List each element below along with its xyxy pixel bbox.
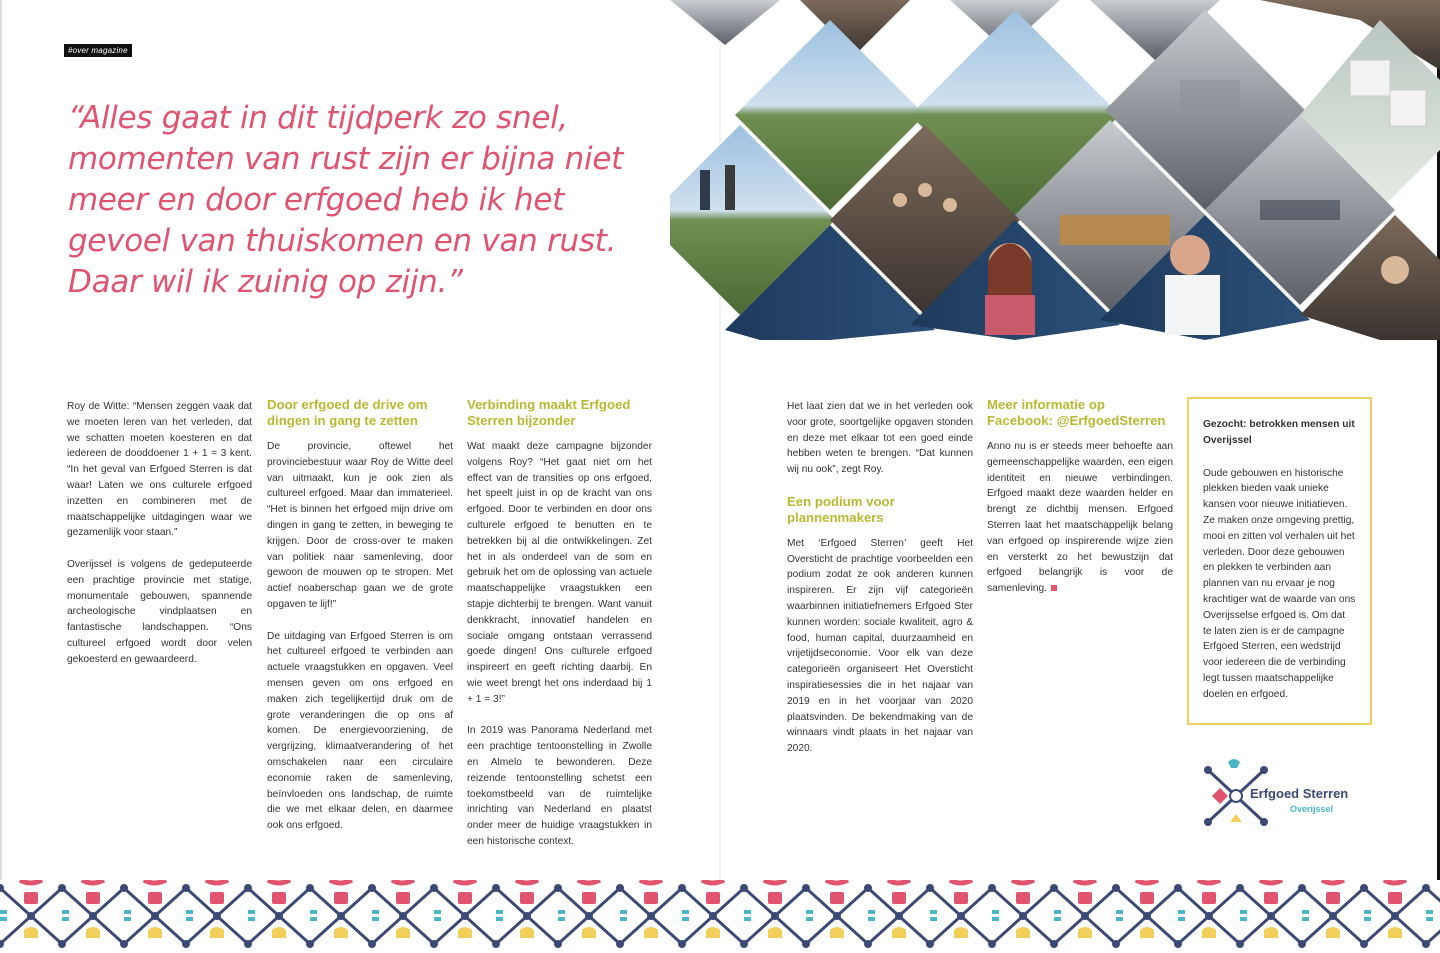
body-paragraph: Roy de Witte: “Mensen zeggen vaak dat we moeten leren van het verleden, dat we schatten moeten koesteren en dat iedereen de dooddoener 1 + 1 = 3 kent. “In het geval van Erfgoed Sterren is dat waar! Laten we ons culturele erfgoed inzetten en combineren met de maatschappelijke uitdagingen waar we gezamenlijk voor staan.” [67,401,252,539]
info-box [1187,397,1372,725]
logo-cross-icon [1200,756,1370,836]
section-heading: Verbinding maakt Erfgoed Sterren bijzonder [467,397,631,428]
article-column-4 [787,399,973,773]
body-paragraph: Wat maakt deze campagne bijzonder volgens Roy? “Het gaat niet om het effect van de transities op ons erfgoed, het speelt juist in op de kracht van ons erfgoed. Door te verbinden en door ons culturele erfgoed te benutten en te betrekken bij al die ontwikkelingen. Zet het in als onderdeel van de som en gebruik het om de oplossing van actuele maatschappelijke vraagstukken een stapje dichterbij te brengen. Want vanuit denkkracht, innovatief handelen en sociale omgang ontstaan verrassend goede dingen! Ons culturele erfgoed inspireert en geeft richting daarbij. En wie weet brengt het ons inderdaad bij 1 + 1 = 3!” [467,441,652,705]
body-paragraph: In 2019 was Panorama Nederland met een prachtige tentoonstelling in Zwolle en Almelo te bewonderen. Deze reizende tentoonstelling schetst een toekomstbeeld van de ruimtelijke inrichting van Nederland en plaatst onder meer de huidige vraagstukken in een historische context. [467,725,652,847]
page-edge [0,0,2,953]
info-box-text: Oude gebouwen en historische plekken bieden vaak unieke kansen voor nieuwe initiatieven. Ze maken onze omgeving prettig, mooi en zitten vol verhalen uit het verleden. Door deze gebouwen en plekken te verbinden aan plannen van nu ervaar je nog krachtiger wat de waarde van ons Overijsselse erfgoed is. Om dat te laten zien is er de campagne Erfgoed Sterren, een wedstrijd voor iedereen die de verbinding legt tussen maatschappelijke doelen en erfgoed. [1203,467,1356,700]
body-paragraph: De uitdaging van Erfgoed Sterren is om het cultureel erfgoed te verbinden aan actuele vraagstukken en opgaven. Veel mensen geven om ons erfgoed en maken zich tegelijkertijd druk om de grote veranderingen die op ons af komen. De energievoorziening, de vergrijzing, klimaatverandering of het omschakelen naar een circulaire economie raken de samenleving, beïnvloeden ons landschap, de ruimte die we met elkaar delen, en daarmee ook ons erfgoed. [267,630,453,832]
erfgoed-sterren-logo [1200,756,1370,836]
logo-subtitle: Overijssel [1290,804,1334,814]
photo-collage [660,0,1440,340]
section-heading: Meer informatie op Facebook: @ErfgoedSterren [987,397,1166,428]
body-paragraph: De provincie, oftewel het provinciebestuur waar Roy de Witte deel van uitmaakt, kun je ook zien als cultureel erfgoed. Maar dan immaterieel. “Het is binnen het erfgoed mijn drive om dingen in gang te zetten, in beweging te krijgen. Door de cross-over te maken van politiek naar samenleving, door gewoon de mouwen op te stropen. Met actief noaberschap gaan we de grote opgaven te lijf!” [267,441,453,610]
end-mark-icon [1051,585,1057,591]
pull-quote: “Alles gaat in dit tijdperk zo snel, momenten van rust zijn er bijna niet meer en door erfgoed heb ik het gevoel van thuiskomen en van rust. Daar wil ik zuinig op zijn.” [68,100,623,300]
section-heading: Door erfgoed de drive om dingen in gang te zetten [267,397,428,428]
body-paragraph [987,439,1173,597]
section-heading: Een podium voor plannenmakers [787,493,895,525]
magazine-tag: #over magazine [64,44,132,57]
article-column-5 [987,397,1173,613]
body-text: Anno nu is er steeds meer behoefte aan gemeenschappelijke waarden, een eigen identiteit en nieuwe verbindingen. Erfgoed maakt deze waarden helder en brengt ze dichtbij mensen. Erfgoed Sterren laat het maatschappelijk belang van erfgoed op inspirerende wijze zien en versterkt zo het bewustzijn dat erfgoed belangrijk is voor de samenleving. [987,441,1173,595]
article-column-3 [467,397,652,866]
photo-tile [670,0,780,45]
logo-title: Erfgoed Sterren [1250,786,1349,801]
article-column-1 [67,399,252,683]
decorative-pattern-border [0,880,1440,953]
body-paragraph: Overijssel is volgens de gedeputeerde een prachtige provincie met statige, monumentale gebouwen, spannende archeologische vindplaatsen en fantastische landschappen. “Ons cultureel erfgoed wordt door velen gekoesterd en gewaardeerd. [67,558,252,665]
body-paragraph: Het laat zien dat we in het verleden ook voor grote, soortgelijke opgaven stonden en deze met elkaar tot een goed einde hebben weten te brengen. “Dat kunnen wij nu ook”, zegt Roy. [787,401,973,476]
info-box-heading: Gezocht: betrokken mensen uit Overijssel [1203,419,1355,446]
body-paragraph: Met ‘Erfgoed Sterren’ geeft Het Oversticht de prachtige voorbeelden een podium zodat ze ook anderen kunnen inspireren. Er zijn vijf categorieën waarbinnen initiatiefnemers Erfgoed Ster kunnen worden: sociale kwaliteit, agro & food, human capital, duurzaamheid en vrijetijdseconomie. Voor elk van deze categorieën organiseert Het Oversticht inspiratiesessies die in het najaar van 2019 en in het voorjaar van 2020 plaatsvinden. De bekendmaking van de winnaars vindt plaats in het najaar van 2020. [787,537,973,755]
article-column-2 [267,397,453,850]
